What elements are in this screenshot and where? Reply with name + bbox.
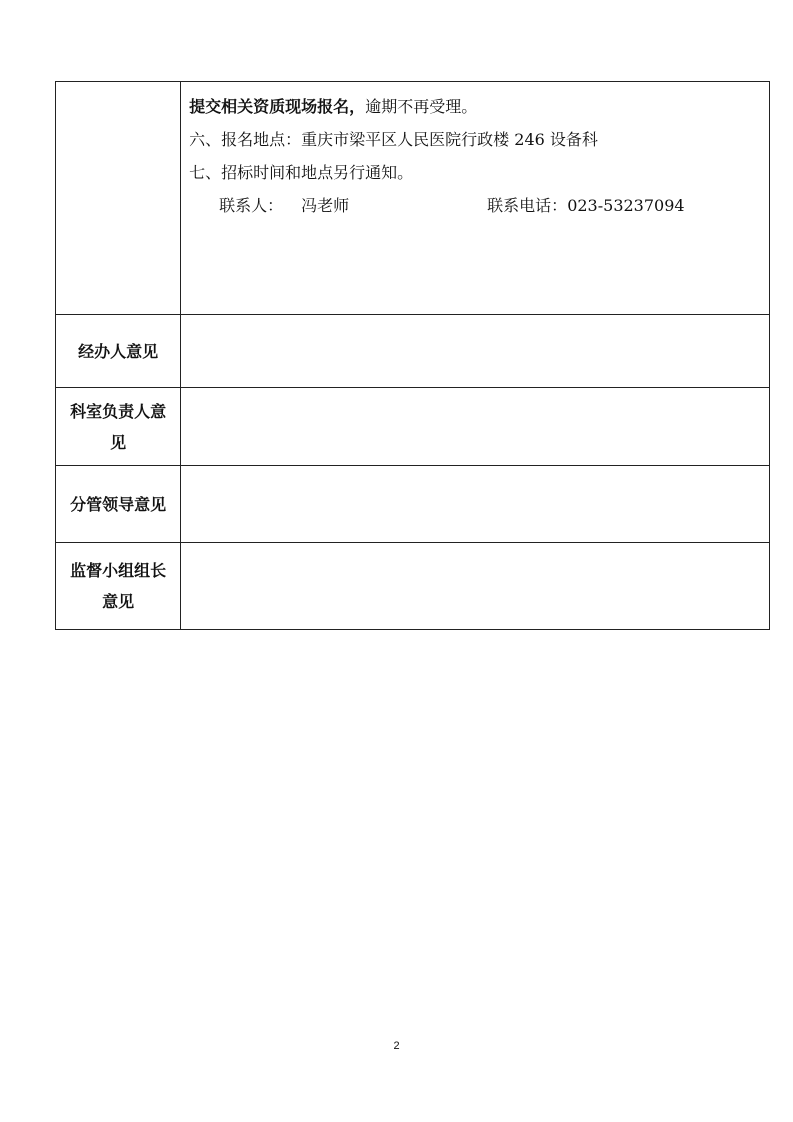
notice-line-1-bold: 提交相关资质现场报名， (189, 97, 366, 116)
contact-line (189, 189, 769, 222)
opinion-value-supervising-leader[interactable] (181, 466, 770, 543)
opinion-label-supervising-leader: 分管领导意见 (56, 466, 181, 543)
opinion-row-handler (56, 315, 770, 388)
notice-line-1 (189, 90, 769, 123)
opinion-row-oversight-lead (56, 543, 770, 630)
phone-number: 023-53237094 (567, 196, 685, 215)
opinion-row-dept-head (56, 388, 770, 466)
opinion-value-dept-head[interactable] (181, 388, 770, 466)
phone-label: 联系电话： (487, 196, 568, 215)
opinion-label-handler: 经办人意见 (56, 315, 181, 388)
opinion-label-dept-head: 科室负责人意见 (56, 388, 181, 466)
notice-row (56, 82, 770, 315)
contact-label: 联系人： (219, 196, 284, 215)
contact-name: 冯老师 (301, 196, 350, 215)
notice-line-2: 六、报名地点：重庆市梁平区人民医院行政楼 246 设备科 (189, 130, 598, 149)
opinion-value-handler[interactable] (181, 315, 770, 388)
opinion-label-oversight-lead: 监督小组组长意见 (56, 543, 181, 630)
notice-content (181, 82, 769, 222)
notice-line-1-rest: 逾期不再受理。 (365, 97, 478, 116)
notice-line-3: 七、招标时间和地点另行通知。 (189, 163, 414, 182)
page-number: 2 (393, 1040, 400, 1052)
opinion-row-supervising-leader (56, 466, 770, 543)
opinion-value-oversight-lead[interactable] (181, 543, 770, 630)
approval-form-table (55, 81, 770, 630)
notice-content-cell (181, 82, 770, 315)
notice-row-label-cell (56, 82, 181, 315)
